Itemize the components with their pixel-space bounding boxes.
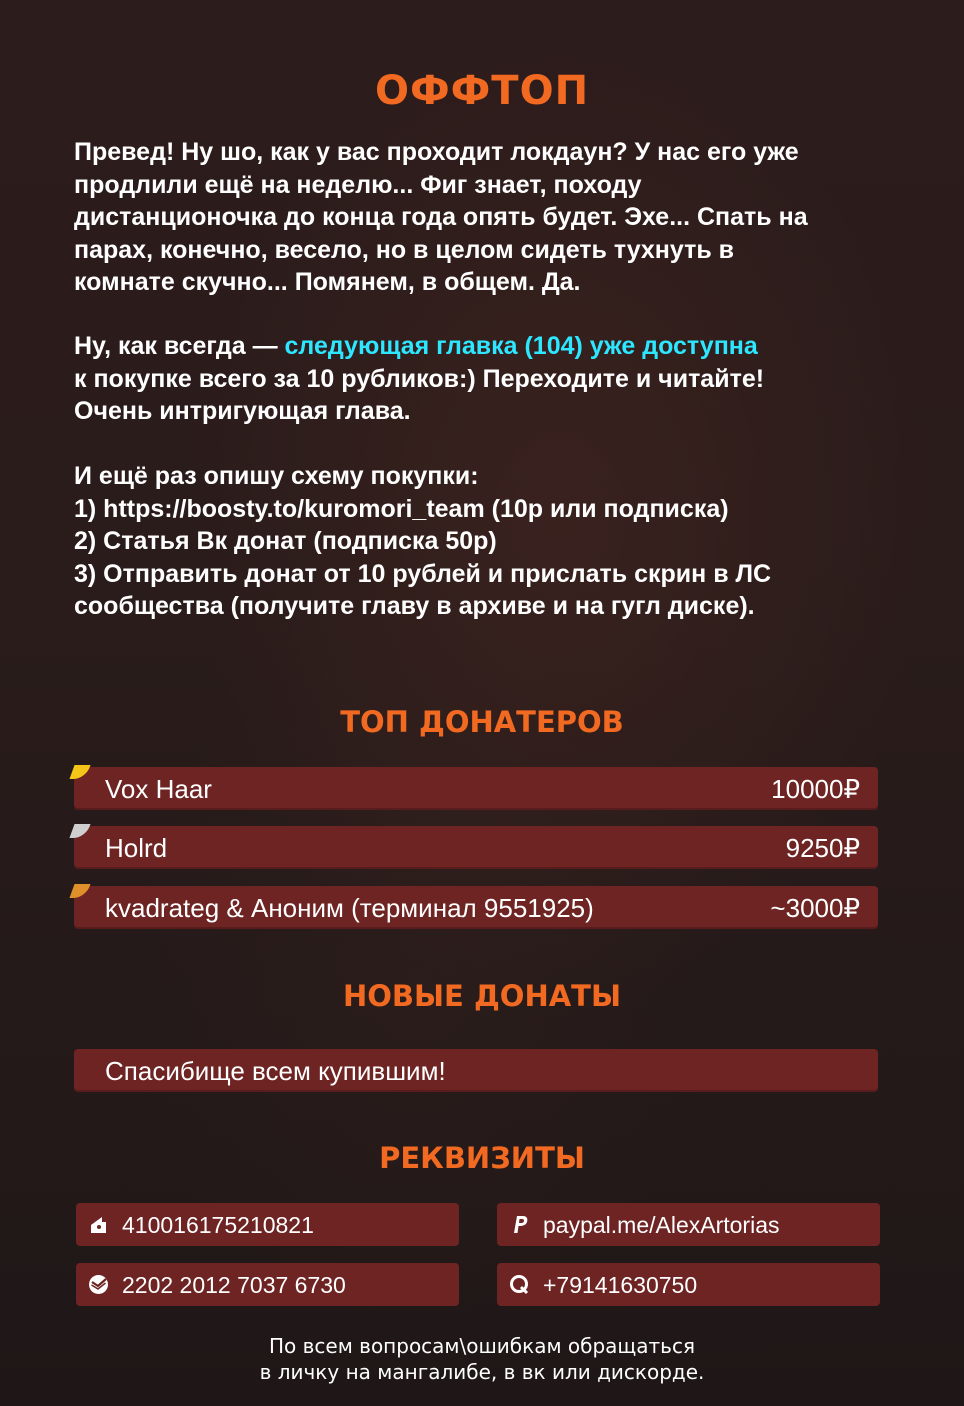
requisite-value: 2202 2012 7037 6730 — [122, 1272, 346, 1298]
new-donations-text: Спасибище всем купившим! — [105, 1056, 446, 1086]
intro-line: комнате скучно... Помянем, в общем. Да. — [74, 268, 581, 296]
announce-line: Очень интригующая глава. — [74, 397, 411, 425]
bronze-rank-icon — [69, 884, 90, 898]
sberbank-icon — [88, 1274, 109, 1295]
scheme-line: И ещё раз опишу схему покупки: — [74, 462, 479, 490]
donor-row — [74, 767, 878, 810]
announce-line — [74, 330, 894, 363]
announce-line: к покупке всего за 10 рубликов:) Переходите и читайте! — [74, 364, 765, 393]
gold-rank-icon — [69, 765, 90, 779]
announce-prefix: Ну, как всегда — — [74, 332, 285, 360]
requisite-value: +79141630750 — [543, 1272, 698, 1298]
qiwi-icon — [509, 1274, 530, 1295]
chapter-available-link[interactable]: следующая главка (104) уже доступна — [284, 332, 758, 360]
requisites-title: РЕКВИЗИТЫ — [379, 1141, 585, 1175]
page-title: ОФФТОП — [374, 68, 590, 114]
donor-row — [74, 826, 878, 869]
new-donations-row — [74, 1049, 878, 1092]
requisite-value: paypal.me/AlexArtorias — [543, 1212, 780, 1238]
intro-line: Превед! Ну шо, как у вас проходит локдаун? У нас его уже — [74, 138, 799, 166]
donor-name: kvadrateg & Аноним (терминал 9551925) — [105, 893, 594, 923]
footer-note — [0, 1333, 964, 1385]
paypal-icon — [509, 1214, 530, 1235]
top-donors-title: ТОП ДОНАТЕРОВ — [340, 705, 624, 739]
scheme-line: 3) Отправить донат от 10 рублей и прислать скрин в ЛС — [74, 559, 772, 588]
purchase-scheme — [74, 460, 894, 623]
silver-rank-icon — [69, 824, 90, 838]
donor-amount: 10000₽ — [771, 774, 860, 804]
scheme-line: сообщества (получите главу в архиве и на гугл диске). — [74, 592, 755, 620]
footer-line: По всем вопросам\ошибкам обращаться — [268, 1334, 695, 1358]
donor-amount: 9250₽ — [785, 833, 860, 863]
requisite-yandex[interactable] — [76, 1203, 459, 1246]
scheme-line: 1) https://boosty.to/kuromori_team (10р или подписка) — [74, 494, 729, 523]
donor-amount: ~3000₽ — [770, 893, 860, 923]
yandex-money-icon — [88, 1214, 109, 1235]
new-donations-title: НОВЫЕ ДОНАТЫ — [342, 979, 621, 1013]
donor-name: Holrd — [105, 833, 168, 863]
intro-line: продлили ещё на неделю... Фиг знает, походу — [74, 170, 642, 199]
requisite-paypal[interactable] — [497, 1203, 880, 1246]
intro-line: парах, конечно, весело, но в целом сидеть тухнуть в — [74, 235, 735, 264]
intro-paragraph — [74, 136, 894, 299]
requisite-sberbank[interactable] — [76, 1263, 459, 1306]
donor-name: Vox Haar — [105, 774, 212, 804]
requisite-value: 410016175210821 — [122, 1212, 314, 1238]
donor-row — [74, 886, 878, 929]
requisite-qiwi[interactable] — [497, 1263, 880, 1306]
intro-line: дистанционочка до конца года опять будет. Эхе... Спать на — [74, 203, 808, 231]
footer-line: в личку на мангалибе, в вк или дискорде. — [259, 1360, 705, 1384]
scheme-line: 2) Статья Вк донат (подписка 50р) — [74, 527, 497, 555]
announce-paragraph — [74, 330, 894, 428]
